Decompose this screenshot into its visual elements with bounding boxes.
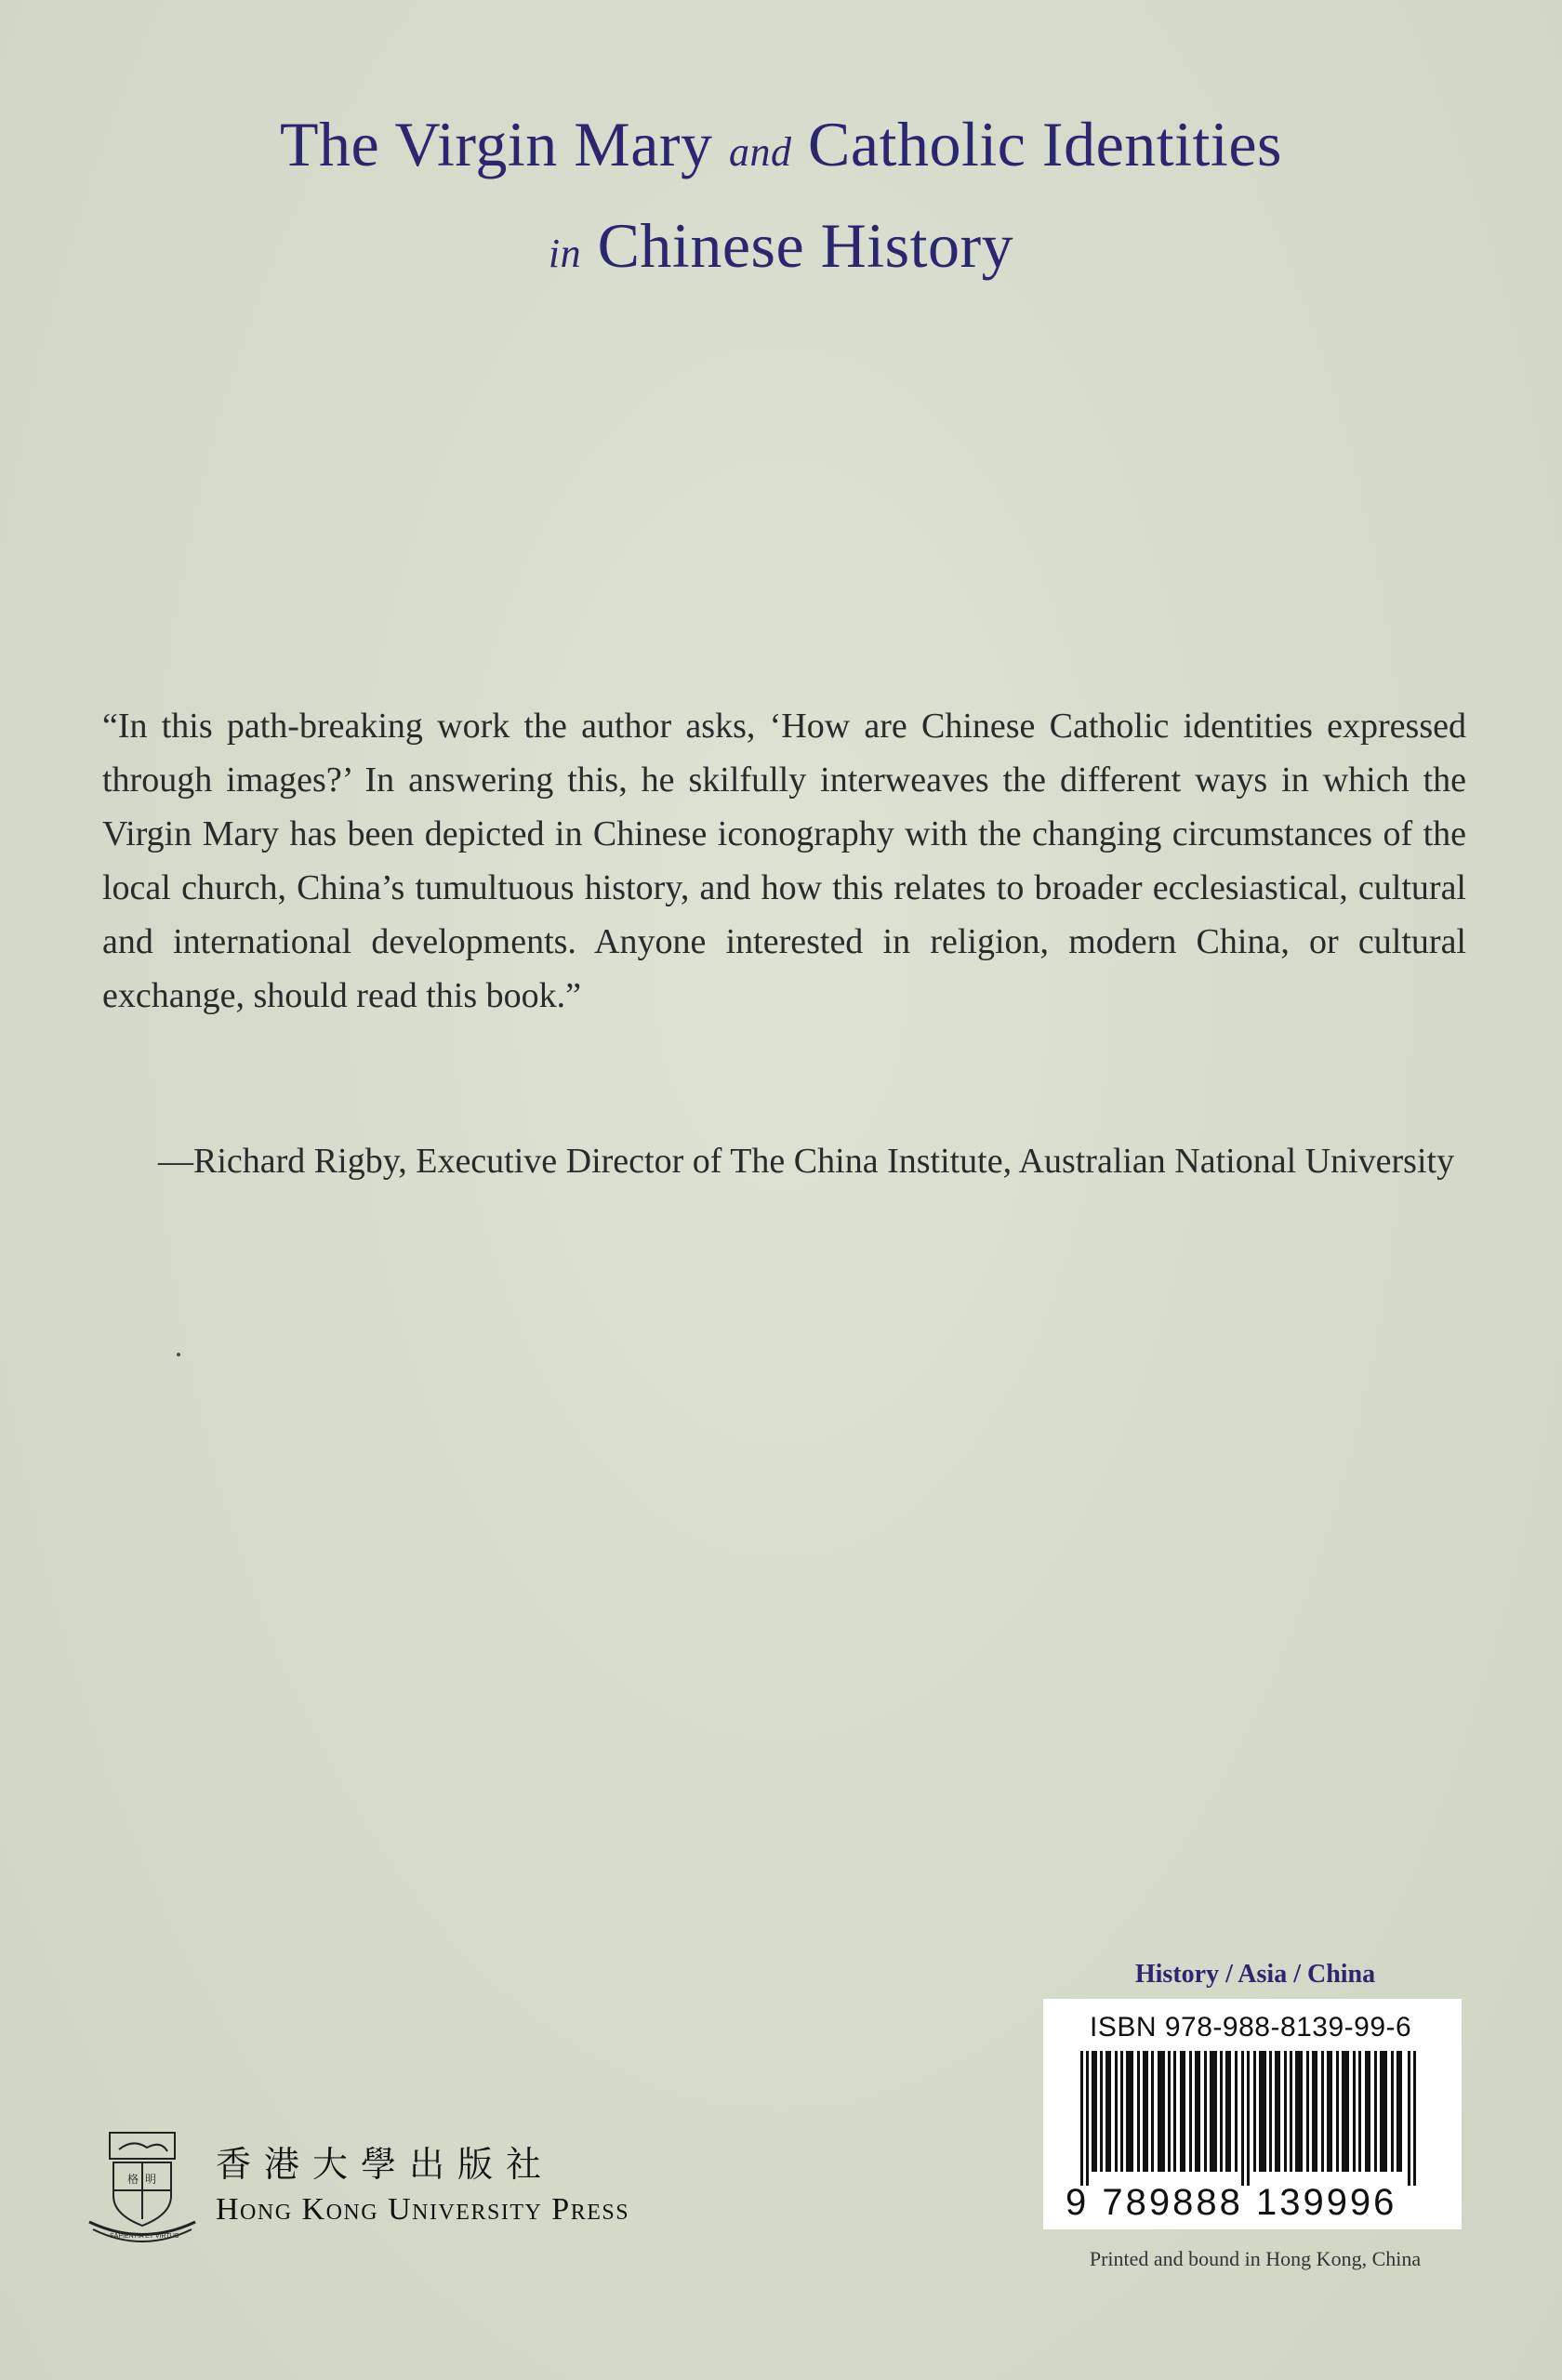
title-part-1: The Virgin Mary — [280, 109, 713, 179]
subject-category: History / Asia / China — [1134, 1960, 1376, 1989]
publisher-english-name: Hong Kong University Press — [216, 2192, 630, 2227]
endorsement-quote: “In this path-breaking work the author asks, ‘How are Chinese Catholic identities expressed through images?’ In answering this, he skilfully interweaves the different ways in which the Virgin Mary has been depicted in Chinese iconography with the changing circumstances of the local church, China’s tumultuous history, and how this relates to broader ecclesiastical, cultural and international developments. Anyone interested in religion, modern China, or cultural exchange, should read this book.” — [102, 707, 1466, 1015]
barcode-digits: 9 789888 139996 — [1066, 2182, 1397, 2223]
hku-crest-logo — [82, 2122, 203, 2247]
title-connector-in: in — [548, 231, 582, 276]
crest-characters-right: 明 — [145, 2173, 157, 2186]
crest-motto: SAPIENTIA ET VIRTUS — [110, 2233, 179, 2240]
title-part-3: Chinese History — [597, 210, 1014, 281]
crest-characters-left: 格 — [127, 2173, 139, 2186]
print-speck — [177, 1353, 180, 1356]
publisher-chinese-name: 香港大學出版社 — [216, 2144, 555, 2185]
isbn-barcode — [1043, 1999, 1462, 2229]
isbn-label: ISBN 978-988-8139-99-6 — [1090, 2012, 1412, 2043]
book-title — [0, 98, 1562, 300]
title-part-2: Catholic Identities — [808, 109, 1282, 179]
printed-note: Printed and bound in Hong Kong, China — [1089, 2247, 1422, 2270]
barcode-bars — [1071, 2051, 1434, 2186]
title-line-1 — [0, 98, 1562, 199]
title-line-2 — [0, 199, 1562, 300]
endorsement-attribution: —Richard Rigby, Executive Director of The China Institute, Australian National University — [158, 1142, 1455, 1181]
title-connector-and: and — [729, 129, 792, 175]
crest-icon — [82, 2122, 203, 2242]
